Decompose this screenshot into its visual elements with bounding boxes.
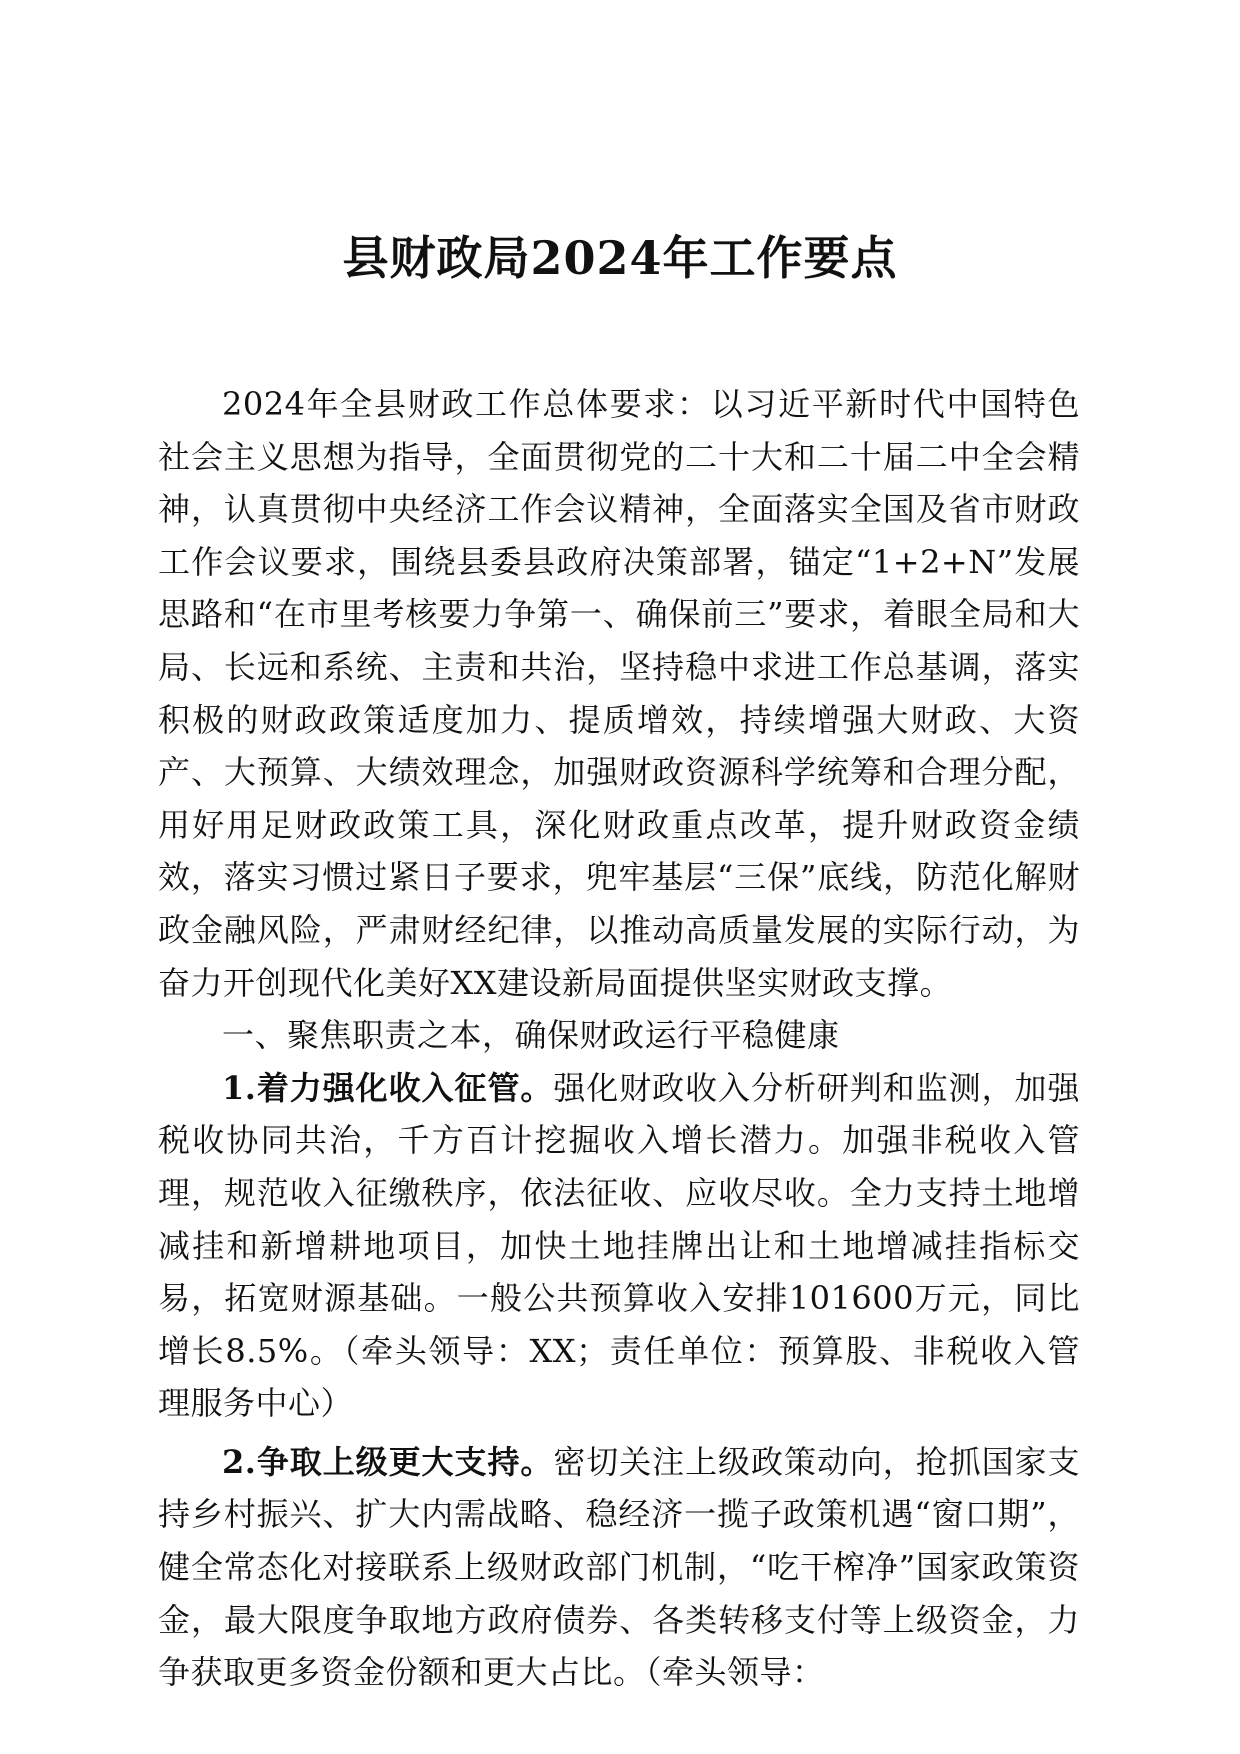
item-lead-1: 1.着力强化收入征管。 <box>222 1068 554 1107</box>
item-paragraph-1 <box>158 1062 1080 1430</box>
document-body <box>158 378 1080 1699</box>
item-text-1: 强化财政收入分析研判和监测，加强税收协同共治，千方百计挖掘收入增长潜力。加强非税收入管理，规范收入征缴秩序，依法征收、应收尽收。全力支持土地增减挂和新增耕地项目，加快土地挂牌出让和土地增减挂指标交易，拓宽财源基础。一般公共预算收入安排101600万元，同比增长8.5%。（牵头领导：XX；责任单位：预算股、非税收入管理服务中心） <box>158 1068 1080 1423</box>
section-heading-1: 一、聚焦职责之本，确保财政运行平稳健康 <box>222 1016 840 1055</box>
document-title: 县财政局2024年工作要点 <box>342 231 898 285</box>
item-text-2: 密切关注上级政策动向，抢抓国家支持乡村振兴、扩大内需战略、稳经济一揽子政策机遇“窗口期”，健全常态化对接联系上级财政部门机制，“吃干榨净”国家政策资金，最大限度争取地方政府债券、各类转移支付等上级资金，力争获取更多资金份额和更大占比。（牵头领导： <box>158 1442 1080 1692</box>
intro-paragraph: 2024年全县财政工作总体要求：以习近平新时代中国特色社会主义思想为指导，全面贯彻党的二十大和二十届二中全会精神，认真贯彻中央经济工作会议精神，全面落实全国及省市财政工作会议要求，围绕县委县政府决策部署，锚定“1+2+N”发展思路和“在市里考核要力争第一、确保前三”要求，着眼全局和大局、长远和系统、主责和共治，坚持稳中求进工作总基调，落实积极的财政政策适度加力、提质增效，持续增强大财政、大资产、大预算、大绩效理念，加强财政资源科学统筹和合理分配，用好用足财政政策工具，深化财政重点改革，提升财政资金绩效，落实习惯过紧日子要求，兜牢基层“三保”底线，防范化解财政金融风险，严肃财经纪律，以推动高质量发展的实际行动，为奋力开创现代化美好XX建设新局面提供坚实财政支撑。 <box>158 385 1080 1002</box>
item-paragraph-2 <box>158 1436 1080 1699</box>
item-lead-2: 2.争取上级更大支持。 <box>222 1442 554 1481</box>
